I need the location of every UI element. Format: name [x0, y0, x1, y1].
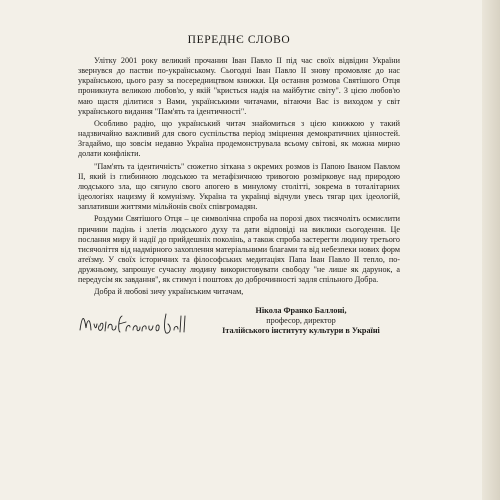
- handwritten-signature: [78, 306, 190, 340]
- paragraph-3: "Пам'ять та ідентичність" сюжетно зіткана з окремих розмов із Папою Іваном Павлом II, який із глибинною людською та метафізичною тривогою розмірковує над природою людського зла, що сягнуло свого апогею в минулому столітті, зокрема в тоталітарних ідеологіях нацизму й комунізму. Україна та українці відчули увесь тягар цих ідеологій, заплативши життями мільйонів своїх співгромадян.: [78, 161, 400, 212]
- signature-block: [78, 300, 400, 372]
- author-info: [206, 306, 396, 337]
- foreword-content: [78, 34, 400, 372]
- paragraph-1: Улітку 2001 року великий прочанин Іван Павло II під час своїх відвідин України звернувся до пастви по-українському. Сьогодні Іван Павло II знову промовляє до нас українською, цього разу за посередництвом книжки. Ця остання розмова Святішого Отця проникнута великою любов'ю, у якій "кристься надія на майбутнє світу". З цією любов'ю маю щастя ділитися з Вами, українськими читачами, вітаючи Вас із виходом у світ українського видання "Пам'ять та ідентичності".: [78, 56, 400, 116]
- paragraph-2: Особливо радію, що український читач знайомиться з цією книжкою у такий надзвичайно важливий для свого суспільства період зміцнення демократичних цінностей. Згадаймо, що зовсім недавно Україна продемонструвала всьому світові, як можна мирно долати конфлікти.: [78, 118, 400, 159]
- author-institute: Італійського інституту культури в Україні: [222, 326, 380, 335]
- closing-line: Добра й любові зичу українським читачам,: [94, 287, 244, 297]
- author-title: професор, директор: [266, 315, 336, 325]
- page-title: ПЕРЕДНЄ СЛОВО: [187, 34, 291, 46]
- author-name: Нікола Франко Баллоні,: [255, 305, 347, 315]
- page-gutter-shadow: [482, 0, 500, 500]
- paragraph-4: Роздуми Святішого Отця – це символічна спроба на порозі двох тисячоліть осмислити причини падінь і злетів людського духу та дати відповіді на виклики сьогодення. Це послання миру й надії до прийдешніх поколінь, а також спроба застерегти людину третього тисячоліття від надмірного захоплення матеріальними благами та від небезпеки нових форм атеїзму. У своїх історичних та філософських медитаціях Папа Іван Павло II тепло, по-дружньому, запрошує сучасну людину використовувати свободу "не лише як дарунок, а передусім як завдання", як стимул і поштовх до доброчинності задля спільного Добра.: [78, 214, 400, 285]
